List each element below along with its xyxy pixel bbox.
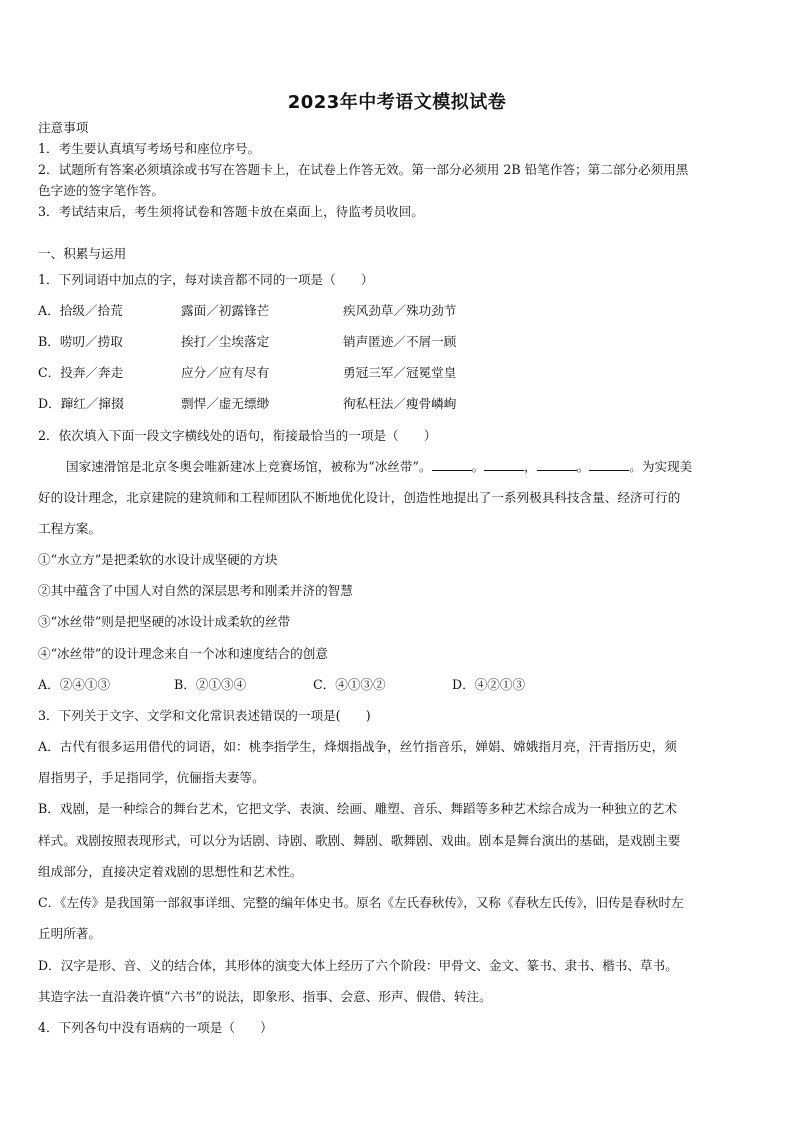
q1-option-c-word2: 应分／应有尽有: [181, 365, 270, 380]
q1-option-b-word1: B．唠叨／捞取: [38, 334, 123, 349]
notice-item: 1．考生要认真填写考场号和座位序号。: [38, 141, 261, 156]
q1-option-d-word1: D．蹿红／撺掇: [38, 396, 124, 411]
q1-option-c-word3: 勇冠三军／冠冕堂皇: [343, 365, 457, 380]
q2-sentence: ①“水立方”是把柔软的水设计成坚硬的方块: [38, 552, 278, 567]
section-heading: 一、积累与运用: [38, 246, 127, 261]
q1-option-d-word3: 徇私枉法／瘦骨嶙峋: [343, 396, 457, 411]
q1-option-b-word3: 销声匿迹／不屑一顾: [343, 334, 457, 349]
notice-heading: 注意事项: [38, 120, 89, 135]
q2-passage-line: 好的设计理念，北京建院的建筑师和工程师团队不断地优化设计，创造性地提出了一系列极具科技含量、经济可行的: [38, 490, 681, 505]
q3-option-line: 丘明所著。: [38, 926, 101, 941]
q2-sentence: ②其中蕴含了中国人对自然的深层思考和刚柔并济的智慧: [38, 583, 353, 598]
q3-option-line: B．戏剧，是一种综合的舞台艺术，它把文学、表演、绘画、雕塑、音乐、舞蹈等多种艺术综合成为一种独立的艺术: [38, 801, 677, 816]
answer-blank: [484, 458, 524, 471]
blank-separator: 。: [576, 459, 590, 474]
q1-option-a-word3: 疾风劲草／殊功劲节: [343, 303, 457, 318]
q3-option-line: C．《左传》是我国第一部叙事详细、完整的编年体史书。原名《左氏春秋传》，又称《春秋左氏传》，旧传是春秋时左: [38, 895, 684, 910]
answer-blank: [432, 458, 472, 471]
page-title: 2023年中考语文模拟试卷: [287, 92, 507, 113]
q3-option-line: 眉指男子，手足指同学，伉俪指夫妻等。: [38, 770, 265, 785]
q1-option-a-word2: 露面／初露锋芒: [181, 303, 270, 318]
q1-option-c-word1: C．投奔／奔走: [38, 365, 124, 380]
q2-sentence: ③“冰丝带”则是把坚硬的冰设计成柔软的丝带: [38, 614, 291, 629]
q2-passage-start: 国家速滑馆是北京冬奥会唯新建冰上竞赛场馆，被称为“冰丝带”。: [66, 459, 432, 474]
q1-option-b-word2: 挨打／尘埃落定: [181, 334, 270, 349]
q2-passage-line: [66, 458, 758, 476]
q2-passage-end: 。为实现美: [629, 459, 693, 474]
q1-option-a-word1: A．拾级／拾荒: [38, 303, 123, 318]
q3-option-line: A．古代有很多运用借代的词语，如：桃李指学生，烽烟指战争，丝竹指音乐，婵娟、嫦娥指月亮，汗青指历史，须: [38, 739, 677, 754]
answer-blank: [537, 458, 577, 471]
q2-sentence: ④“冰丝带”的设计理念来自一个冰和速度结合的创意: [38, 646, 328, 661]
q2-option-d: D．④②①③: [452, 677, 526, 692]
q2-option-a: A．②④①③: [38, 677, 111, 692]
q2-stem: 2．依次填入下面一段文字横线处的语句，衔接最恰当的一项是（ ）: [38, 428, 437, 443]
q1-stem: 1．下列词语中加点的字，每对读音都不同的一项是（ ）: [38, 272, 374, 287]
blank-separator: ，: [524, 459, 537, 474]
q3-option-line: 其造字法一直沿袭许慎“六书”的说法，即象形、指事、会意、形声、假借、转注。: [38, 989, 492, 1004]
answer-blank: [589, 458, 629, 471]
notice-item: 3．考试结束后，考生须将试卷和答题卡放在桌面上，待监考员收回。: [38, 204, 424, 219]
notice-item: 2．试题所有答案必须填涂或书写在答题卡上，在试卷上作答无效。第一部分必须用 2B 铅笔作答；第二部分必须用黑: [38, 162, 689, 177]
q3-option-line: 样式。戏剧按照表现形式，可以分为话剧、诗剧、歌剧、舞剧、歌舞剧、戏曲。剧本是舞台演出的基础，是戏剧主要: [38, 833, 681, 848]
q3-stem: 3．下列关于文字、文学和文化常识表述错误的一项是( ): [38, 708, 371, 723]
q3-option-line: 组成部分，直接决定着戏剧的思想性和艺术性。: [38, 864, 303, 879]
q1-option-d-word2: 剽悍／虚无缥缈: [181, 396, 270, 411]
q2-passage-line: 工程方案。: [38, 521, 101, 536]
q4-stem: 4．下列各句中没有语病的一项是（ ）: [38, 1020, 273, 1035]
q2-option-b: B．②①③④: [174, 677, 247, 692]
blank-separator: 。: [471, 459, 485, 474]
q3-option-line: D．汉字是形、音、义的结合体，其形体的演变大体上经历了六个阶段：甲骨文、金文、篆书、隶书、楷书、草书。: [38, 958, 678, 973]
notice-item: 色字迹的签字笔作答。: [38, 183, 164, 198]
q2-option-c: C．④①③②: [313, 677, 386, 692]
